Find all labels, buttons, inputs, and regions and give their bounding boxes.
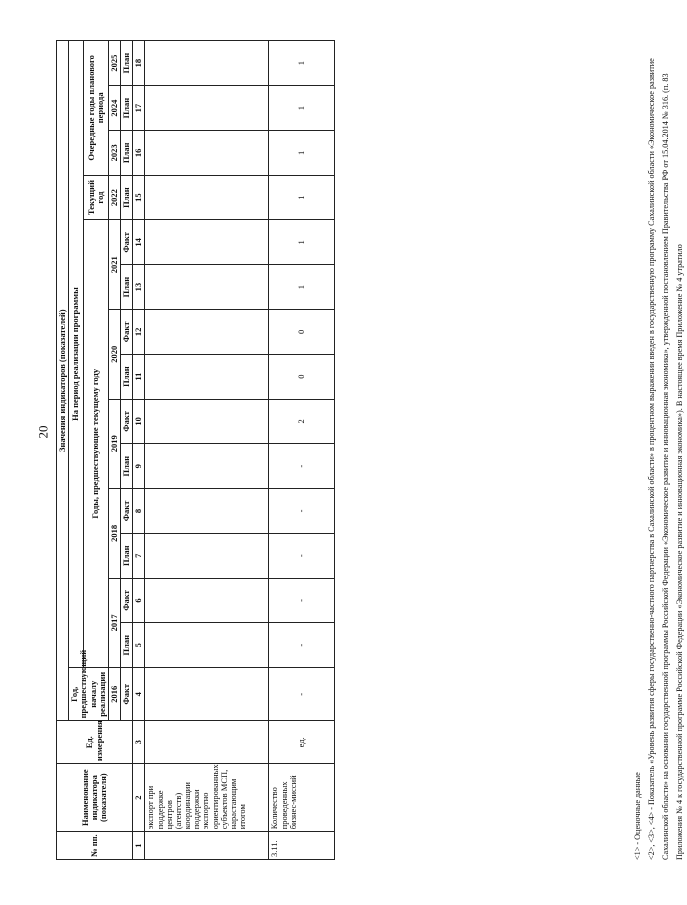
value-cell: 1 — [269, 265, 335, 310]
header-base-year: Год, предшествующий началу реализации — [69, 668, 109, 721]
fact-label: Факт — [121, 220, 133, 265]
cell — [145, 721, 269, 764]
col-number: 2 — [133, 764, 145, 832]
value-cell: 1 — [269, 86, 335, 131]
indicators-table — [56, 40, 335, 860]
value-cell: 1 — [269, 41, 335, 86]
year-2018: 2018 — [108, 489, 120, 579]
plan-label: План — [121, 623, 133, 668]
header-period: На период реализации программы — [69, 41, 83, 668]
cell — [145, 41, 269, 86]
year-2024: 2024 — [108, 86, 120, 131]
header-unit: Ед. измерения — [57, 721, 133, 764]
col-number: 6 — [133, 578, 145, 623]
value-cell: 1 — [269, 220, 335, 265]
value-cell: - — [269, 533, 335, 578]
header-values: Значения индикаторов (показателей) — [57, 41, 69, 721]
col-number: 5 — [133, 623, 145, 668]
year-2022: 2022 — [108, 175, 120, 220]
cell — [145, 86, 269, 131]
cell — [145, 399, 269, 444]
value-cell: 1 — [269, 130, 335, 175]
value-cell: 0 — [269, 310, 335, 355]
cell — [145, 533, 269, 578]
cell — [145, 220, 269, 265]
plan-label: План — [121, 175, 133, 220]
col-number: 14 — [133, 220, 145, 265]
col-number: 12 — [133, 310, 145, 355]
value-cell: 1 — [269, 175, 335, 220]
cell — [145, 354, 269, 399]
value-cell: 2 — [269, 399, 335, 444]
col-number: 9 — [133, 444, 145, 489]
fact-label: Факт — [121, 668, 133, 721]
fact-label: Факт — [121, 310, 133, 355]
col-number: 11 — [133, 354, 145, 399]
row-cont-no — [145, 832, 269, 860]
year-2021: 2021 — [108, 220, 120, 310]
cell — [145, 175, 269, 220]
footnote: <2>, <3>, <4> - Показатель «Уровень развития сферы государственно-частного партнерства в Сахалинской области» в процентном выражении введен в государственную программу Сахалинской области «Экономическое развитие Сахалинской области» на основании государственной программы Российской Федерации «Экономическое развитие и инновационная экономика», утвержденной постановлением Правительства РФ от 15.04.2014 № 316. (п. 83 Приложения № 4 к государственной программе Российской Федерации «Экономическое развитие и инновационная экономика»). В настоящее время Приложение № 4 утратило — [646, 58, 684, 860]
value-cell: - — [269, 489, 335, 534]
year-2019: 2019 — [108, 399, 120, 489]
column-numbers-row — [133, 41, 145, 860]
col-number: 15 — [133, 175, 145, 220]
value-cell: - — [269, 668, 335, 721]
header-planned-years: Очередные годы планового периода — [83, 41, 108, 176]
header-no: № пп. — [57, 832, 133, 860]
col-number: 16 — [133, 130, 145, 175]
year-2023: 2023 — [108, 130, 120, 175]
cell — [145, 310, 269, 355]
cell — [145, 668, 269, 721]
col-number: 4 — [133, 668, 145, 721]
year-2017: 2017 — [108, 578, 120, 668]
header-name: Наименование индикатора (показателя) — [57, 764, 133, 832]
col-number: 8 — [133, 489, 145, 534]
row-311-unit: ед. — [269, 721, 335, 764]
fact-label: Факт — [121, 489, 133, 534]
plan-label: План — [121, 533, 133, 578]
table-row — [269, 41, 335, 860]
fact-label: Факт — [121, 399, 133, 444]
value-cell: - — [269, 444, 335, 489]
row-311-name: Количество проведенных бизнес-миссий — [269, 764, 335, 832]
plan-label: План — [121, 86, 133, 131]
plan-label: План — [121, 354, 133, 399]
header-current-year: Текущий год — [83, 175, 108, 220]
plan-label: План — [121, 444, 133, 489]
cell — [145, 265, 269, 310]
row-311-no: 3.11. — [269, 832, 335, 860]
cell — [145, 623, 269, 668]
cell — [145, 578, 269, 623]
plan-label: План — [121, 265, 133, 310]
col-number: 7 — [133, 533, 145, 578]
cell — [145, 444, 269, 489]
value-cell: 0 — [269, 354, 335, 399]
row-cont-name: экспорт при поддержке центров (агентств) координации поддержки экспортно ориентированных субъектов МСП, нарастающим итогом — [145, 764, 269, 832]
col-number: 10 — [133, 399, 145, 444]
col-number: 13 — [133, 265, 145, 310]
value-cell: - — [269, 623, 335, 668]
year-2025: 2025 — [108, 41, 120, 86]
footnote: <1> - Оценочные данные — [633, 772, 642, 860]
value-cell: - — [269, 578, 335, 623]
plan-label: План — [121, 130, 133, 175]
rotated-page-content — [56, 39, 684, 860]
fact-label: Факт — [121, 578, 133, 623]
header-prev-years: Годы, предшествующие текущему году — [83, 220, 108, 668]
page-number: 20 — [35, 425, 51, 439]
col-number: 18 — [133, 41, 145, 86]
plan-label: План — [121, 41, 133, 86]
footnotes — [631, 39, 687, 860]
year-2016: 2016 — [108, 668, 120, 721]
cell — [145, 489, 269, 534]
col-number: 1 — [133, 832, 145, 860]
col-number: 17 — [133, 86, 145, 131]
table-row — [145, 41, 269, 860]
col-number: 3 — [133, 721, 145, 764]
cell — [145, 130, 269, 175]
year-2020: 2020 — [108, 310, 120, 400]
